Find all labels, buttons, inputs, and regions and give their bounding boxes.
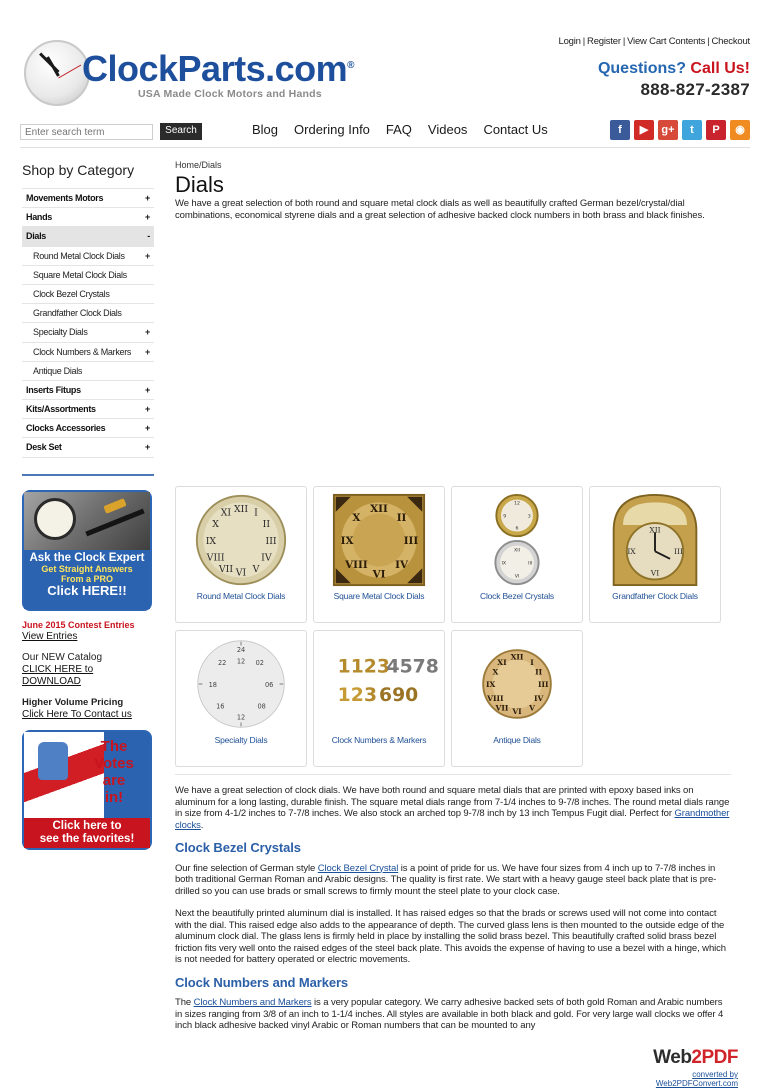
product-card[interactable] bbox=[451, 486, 583, 623]
separator: | bbox=[582, 36, 586, 47]
category-label: Clocks Accessories bbox=[26, 423, 106, 434]
category-label: Antique Dials bbox=[33, 365, 83, 376]
grandmother-clocks-link[interactable]: Grandmother clocks bbox=[175, 808, 730, 831]
svg-text:XII: XII bbox=[510, 652, 524, 662]
sidebar-category-item[interactable] bbox=[22, 400, 154, 419]
svg-text:3: 3 bbox=[363, 684, 378, 706]
clock-tools-photo bbox=[24, 492, 150, 550]
product-label: Square Metal Clock Dials bbox=[333, 591, 425, 601]
volume-pricing-heading: Higher Volume Pricing bbox=[22, 696, 124, 708]
svg-text:VIII: VIII bbox=[345, 559, 368, 572]
social-links bbox=[610, 120, 750, 140]
product-card[interactable] bbox=[313, 486, 445, 623]
thumbs-up-icon bbox=[38, 742, 68, 780]
svg-text:12: 12 bbox=[514, 501, 520, 507]
svg-text:VII: VII bbox=[218, 563, 234, 575]
sidebar bbox=[22, 160, 154, 850]
breadcrumb-current: Dials bbox=[201, 160, 222, 170]
login-link[interactable]: Login bbox=[558, 36, 581, 47]
product-card[interactable] bbox=[175, 630, 307, 767]
svg-text:VIII: VIII bbox=[206, 552, 225, 564]
product-label: Specialty Dials bbox=[214, 735, 268, 745]
expand-icon[interactable]: + bbox=[145, 250, 150, 261]
nav-faq[interactable]: FAQ bbox=[385, 122, 412, 137]
main-content bbox=[175, 160, 731, 1031]
breadcrumb: Home/Dials bbox=[175, 160, 222, 170]
catalog-heading: Our NEW Catalog bbox=[22, 651, 103, 663]
category-label: Clock Bezel Crystals bbox=[33, 288, 110, 299]
svg-text:16: 16 bbox=[216, 702, 225, 711]
svg-text:690: 690 bbox=[379, 684, 419, 706]
svg-text:IV: IV bbox=[261, 552, 272, 564]
call-us-label: Call Us! bbox=[690, 60, 750, 77]
svg-text:XII: XII bbox=[370, 502, 388, 515]
navigation-bar bbox=[20, 118, 750, 146]
banner-click-line: Click HERE!! bbox=[47, 582, 127, 598]
banner-answers-line: Get Straight Answers bbox=[41, 563, 133, 574]
rss-icon[interactable]: ◉ bbox=[730, 120, 750, 140]
sidebar-divider bbox=[22, 474, 154, 476]
specialty-dial-image bbox=[192, 637, 290, 731]
bezel-detail-paragraph: Next the beautifully printed aluminum dial is installed. It has raised edges so that the brads or screws used will not come into contact with the dial. This raised edge also adds to the appearance of depth. The curved glass lens is then mounted to the outside edge of the aluminum clock dial. The glass lens is firmly held in place by installing the solid brass bezel. This beautifully crafted solid brass bezel friction fits very well onto the raised edges of the steel back plate. This avoids the expense of having to use a bezel with a hinge, which is not needed for battery operated or electric movements. bbox=[175, 908, 726, 965]
svg-text:22: 22 bbox=[218, 659, 227, 668]
expand-icon[interactable]: + bbox=[145, 327, 150, 338]
svg-text:IX: IX bbox=[340, 534, 354, 547]
bezel-crystal-link[interactable]: Clock Bezel Crystal bbox=[317, 862, 399, 874]
product-card[interactable] bbox=[175, 486, 307, 623]
expand-icon[interactable]: + bbox=[145, 404, 150, 415]
svg-text:II: II bbox=[262, 518, 271, 530]
svg-text:XII: XII bbox=[233, 503, 249, 515]
header-divider bbox=[20, 147, 750, 148]
category-label: Desk Set bbox=[26, 442, 62, 453]
product-card[interactable] bbox=[589, 486, 721, 623]
bezel-heading: Clock Bezel Crystals bbox=[175, 840, 301, 855]
svg-text:V: V bbox=[252, 563, 260, 575]
votes-cta: Click here to see the favorites! bbox=[24, 818, 150, 848]
pinterest-icon[interactable]: P bbox=[706, 120, 726, 140]
svg-text:IX: IX bbox=[205, 535, 217, 547]
content-divider bbox=[175, 774, 731, 775]
view-entries-link[interactable]: View Entries bbox=[22, 630, 78, 642]
clock-numbers-image bbox=[330, 637, 439, 731]
svg-text:VI: VI bbox=[372, 568, 386, 581]
svg-text:X: X bbox=[492, 667, 499, 677]
logo-wordmark: ClockParts.com® bbox=[82, 48, 354, 89]
description-body bbox=[175, 785, 731, 1043]
svg-text:IX: IX bbox=[486, 679, 496, 689]
svg-text:VI: VI bbox=[235, 567, 247, 579]
svg-text:I: I bbox=[530, 658, 534, 668]
twitter-icon[interactable]: t bbox=[682, 120, 702, 140]
call-us-block bbox=[598, 60, 750, 100]
category-label: Clock Numbers & Markers bbox=[33, 346, 132, 357]
svg-text:3: 3 bbox=[527, 514, 531, 520]
product-card[interactable] bbox=[313, 630, 445, 767]
sidebar-category-item[interactable] bbox=[22, 227, 154, 246]
sidebar-category-item[interactable] bbox=[22, 438, 154, 457]
sidebar-category-item[interactable] bbox=[22, 419, 154, 438]
expand-icon[interactable]: + bbox=[145, 384, 150, 395]
web2pdf-logo: Web2PDF bbox=[653, 1047, 738, 1068]
svg-text:VI: VI bbox=[650, 568, 660, 578]
product-label: Clock Numbers & Markers bbox=[331, 735, 427, 745]
expand-icon[interactable]: + bbox=[145, 212, 150, 223]
square-dial-image bbox=[330, 493, 428, 587]
banner-pro-line: From a PRO bbox=[60, 573, 113, 584]
view-cart-link[interactable]: View Cart Contents bbox=[627, 36, 706, 47]
category-label: Kits/Assortments bbox=[26, 404, 96, 415]
svg-text:II: II bbox=[535, 667, 543, 677]
svg-text:V: V bbox=[529, 703, 535, 713]
contest-heading: June 2015 Contest Entries bbox=[22, 619, 135, 630]
category-label: Specialty Dials bbox=[33, 327, 88, 338]
breadcrumb-home[interactable]: Home bbox=[175, 160, 200, 170]
category-label: Hands bbox=[26, 212, 53, 223]
account-links bbox=[559, 36, 751, 47]
numbers-heading: Clock Numbers and Markers bbox=[175, 974, 349, 990]
svg-text:VI: VI bbox=[514, 574, 520, 580]
dials-paragraph: We have a great selection of clock dials. We have both round and square metal dials that are printed with epoxy based inks on aluminum for a long lasting, durable finish. The square metal dials range from 7-1/4 inches to 9-7/8 inches. The round metal dials range in size from 4-1/2 inches to 7-7/8 inches. We also stock an arched top 9-7/8 inch by 13 inch Tempus Fugit dial. Perfect for Grandmother clocks. bbox=[175, 785, 730, 831]
product-label: Antique Dials bbox=[493, 735, 541, 745]
svg-text:9: 9 bbox=[503, 514, 507, 520]
round-dial-image bbox=[192, 493, 290, 587]
clock-logo-icon bbox=[24, 40, 90, 106]
category-label: Movements Motors bbox=[26, 193, 104, 203]
numbers-paragraph: The Clock Numbers and Markers is a very popular category. We carry adhesive backed sets of both gold Roman and Arabic numbers in sizes ranging from 3/8 of an inch to 1-1/4 inches. All styles are available in both black and gold. For very large wall clocks we offer 4 inch black adhesive backed vinyl Arabic or Roman numbers that can be mounted to any bbox=[175, 997, 724, 1031]
svg-text:12: 12 bbox=[236, 657, 246, 666]
checkout-link[interactable]: Checkout bbox=[711, 36, 750, 47]
votes-banner[interactable] bbox=[22, 730, 152, 850]
svg-text:12: 12 bbox=[337, 684, 364, 706]
svg-text:VI: VI bbox=[512, 707, 522, 717]
banner-ask-line: Ask the Clock Expert bbox=[29, 551, 145, 564]
category-label: Round Metal Clock Dials bbox=[33, 250, 125, 261]
category-label: Square Metal Clock Dials bbox=[33, 269, 127, 280]
category-label: Dials bbox=[26, 231, 47, 242]
category-label: Inserts Fitups bbox=[26, 384, 81, 395]
nav-videos[interactable]: Videos bbox=[427, 122, 468, 137]
svg-text:XII: XII bbox=[649, 525, 661, 535]
converted-by-link[interactable]: converted by Web2PDFConvert.com bbox=[655, 1070, 738, 1088]
bezel-paragraph: Our fine selection of German style Clock Bezel Crystal is a point of pride for us. We have four sizes from 4 inch up to 7-7/8 inches in both traditional German Roman and Arabic designs. The quality is first rate. We start with a heavy gauge steel back plate that is pre-drilled so you can use brads or small screws to firmly mount the steel plate to your clock case. bbox=[175, 862, 717, 897]
sidebar-category-item[interactable] bbox=[22, 266, 154, 285]
svg-text:III: III bbox=[674, 547, 683, 557]
sidebar-category-item[interactable] bbox=[22, 343, 154, 362]
svg-text:08: 08 bbox=[257, 702, 266, 711]
sidebar-category-item[interactable] bbox=[22, 381, 154, 400]
ask-expert-banner[interactable] bbox=[22, 490, 152, 611]
sidebar-category-item[interactable] bbox=[22, 208, 154, 227]
svg-text:III: III bbox=[538, 679, 549, 689]
svg-text:X: X bbox=[352, 512, 361, 525]
catalog-download-link[interactable]: CLICK HERE to DOWNLOAD bbox=[22, 663, 94, 687]
grandfather-dial-image bbox=[606, 493, 704, 587]
product-label: Round Metal Clock Dials bbox=[196, 591, 286, 601]
logo-tagline: USA Made Clock Motors and Hands bbox=[138, 88, 322, 100]
svg-text:III: III bbox=[265, 535, 277, 547]
svg-text:III: III bbox=[528, 561, 533, 567]
google-plus-icon[interactable]: g+ bbox=[658, 120, 678, 140]
expand-icon[interactable]: + bbox=[145, 193, 150, 203]
nav-blog[interactable]: Blog bbox=[252, 122, 279, 137]
category-list bbox=[22, 188, 154, 458]
svg-text:I: I bbox=[254, 507, 258, 519]
svg-text:IX: IX bbox=[501, 561, 507, 567]
clock-numbers-link[interactable]: Clock Numbers and Markers bbox=[193, 997, 312, 1008]
phone-number[interactable]: 888-827-2387 bbox=[640, 80, 750, 99]
site-logo[interactable] bbox=[24, 38, 354, 116]
contact-us-link[interactable]: Click Here To Contact us bbox=[22, 708, 132, 720]
svg-text:XI: XI bbox=[220, 507, 232, 519]
sidebar-category-item[interactable] bbox=[22, 362, 154, 381]
search-button[interactable]: Search bbox=[160, 123, 202, 140]
antique-dial-image bbox=[468, 637, 566, 731]
svg-text:IX: IX bbox=[627, 547, 636, 557]
separator: | bbox=[622, 36, 626, 47]
product-label: Clock Bezel Crystals bbox=[480, 591, 554, 601]
expand-icon[interactable]: + bbox=[145, 346, 150, 357]
facebook-icon[interactable]: f bbox=[610, 120, 630, 140]
svg-text:VII: VII bbox=[495, 703, 509, 713]
votes-headline: The Votes are in! bbox=[94, 737, 134, 806]
questions-label: Questions? bbox=[597, 60, 686, 77]
collapse-icon[interactable]: - bbox=[147, 231, 150, 242]
svg-text:XII: XII bbox=[514, 548, 520, 554]
page-title: Dials bbox=[175, 172, 224, 197]
svg-text:12: 12 bbox=[236, 713, 246, 722]
product-label: Grandfather Clock Dials bbox=[612, 591, 698, 601]
sidebar-category-item[interactable] bbox=[22, 189, 154, 208]
svg-text:IV: IV bbox=[395, 559, 408, 572]
svg-text:III: III bbox=[403, 534, 419, 547]
expand-icon[interactable]: + bbox=[145, 442, 150, 453]
sidebar-category-item[interactable] bbox=[22, 304, 154, 323]
svg-text:VIII: VIII bbox=[487, 693, 504, 703]
svg-text:24: 24 bbox=[236, 646, 246, 655]
separator: | bbox=[707, 36, 710, 47]
svg-text:X: X bbox=[212, 518, 219, 530]
sidebar-links bbox=[22, 619, 154, 721]
web2pdf-watermark bbox=[618, 1047, 738, 1088]
svg-text:1123: 1123 bbox=[337, 656, 390, 678]
svg-text:06: 06 bbox=[265, 680, 274, 689]
svg-text:18: 18 bbox=[208, 680, 217, 689]
category-label: Grandfather Clock Dials bbox=[33, 308, 122, 319]
sidebar-category-item[interactable] bbox=[22, 247, 154, 266]
bezel-crystal-image bbox=[468, 493, 566, 587]
svg-text:IV: IV bbox=[533, 693, 544, 703]
sidebar-category-item[interactable] bbox=[22, 285, 154, 304]
svg-text:6: 6 bbox=[515, 526, 519, 532]
nav-contact-us[interactable]: Contact Us bbox=[483, 122, 548, 137]
svg-text:II: II bbox=[396, 512, 407, 525]
main-nav bbox=[252, 122, 564, 137]
svg-text:4578: 4578 bbox=[386, 656, 439, 678]
sidebar-category-item[interactable] bbox=[22, 323, 154, 342]
register-link[interactable]: Register bbox=[587, 36, 621, 47]
intro-text: We have a great selection of both round and square metal clock dials as well as beautifully crafted German bezel/crystal/dial combinations, economical styrene dials and a great selection of adhesive backed clock numbers in both brass and black finishes. bbox=[175, 198, 705, 221]
svg-text:XI: XI bbox=[497, 658, 507, 668]
expand-icon[interactable]: + bbox=[145, 423, 150, 434]
svg-text:02: 02 bbox=[255, 659, 264, 668]
youtube-icon[interactable]: ▶ bbox=[634, 120, 654, 140]
sidebar-title: Shop by Category bbox=[22, 162, 135, 178]
search-input[interactable] bbox=[20, 124, 153, 140]
product-card[interactable] bbox=[451, 630, 583, 767]
nav-ordering-info[interactable]: Ordering Info bbox=[294, 122, 370, 137]
